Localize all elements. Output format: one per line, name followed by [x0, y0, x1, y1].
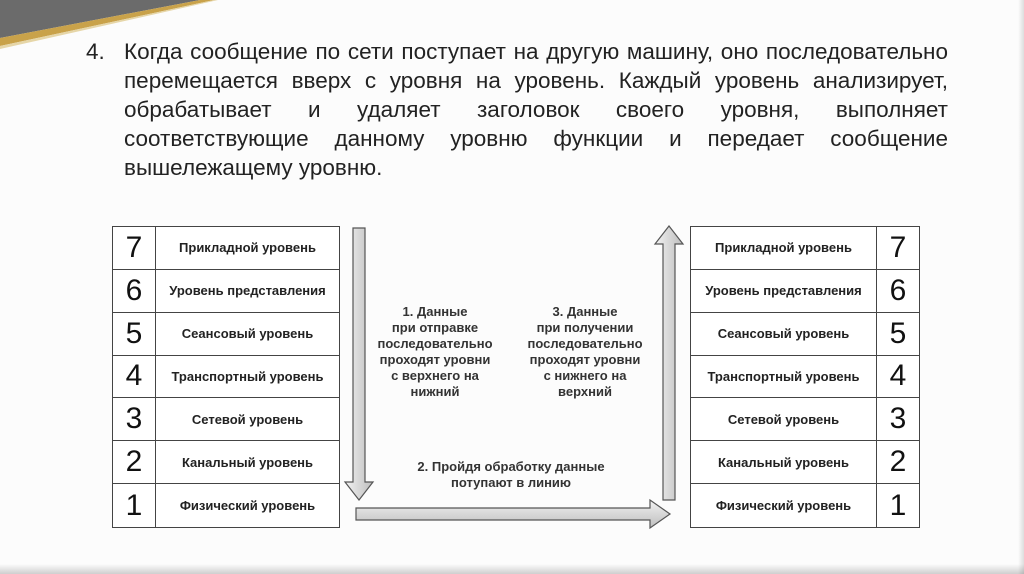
layer-name: Сетевой уровень — [727, 411, 840, 427]
layer-number: 7 — [876, 227, 919, 269]
note-line-transfer: 2. Пройдя обработку данные потупают в линию — [417, 459, 605, 490]
layer-name: Сеансовый уровень — [181, 326, 314, 342]
layer-number: 3 — [113, 398, 156, 440]
layer-number: 6 — [876, 270, 919, 312]
layer-name: Физический уровень — [715, 498, 852, 514]
right-shadow — [1018, 0, 1024, 574]
layer-name: Уровень представления — [169, 283, 326, 299]
layer-number: 1 — [876, 484, 919, 527]
paragraph-text: Когда сообщение по сети поступает на другую машину, оно последовательно перемещается вверх с уровня на уровень. Каждый уровень анализирует, обрабатывает и удаляет заголовок своего уровня, выполняет соответствующие данному уровню функции и передает сообщение вышележащему уровню. — [124, 39, 948, 180]
layer-name: Уровень представления — [705, 283, 862, 299]
layer-name: Транспортный уровень — [707, 368, 860, 384]
note-sending: 1. Данные при отправке последовательно проходят уровни с верхнего на нижний — [377, 304, 493, 399]
layer-name: Сетевой уровень — [191, 411, 304, 427]
layer-number: 2 — [113, 441, 156, 483]
layer-name: Транспортный уровень — [171, 368, 324, 384]
layer-name: Физический уровень — [179, 498, 316, 514]
layer-number: 7 — [113, 227, 156, 269]
layer-name: Прикладной уровень — [179, 240, 316, 256]
layer-name: Канальный уровень — [181, 454, 314, 470]
layer-number: 3 — [876, 398, 919, 440]
layer-number: 1 — [113, 484, 156, 527]
layer-number: 5 — [113, 313, 156, 355]
layer-name: Канальный уровень — [717, 454, 850, 470]
bottom-shadow — [0, 564, 1024, 574]
layer-number: 6 — [113, 270, 156, 312]
layer-name: Сеансовый уровень — [717, 326, 850, 342]
layer-name: Прикладной уровень — [715, 240, 852, 256]
paragraph-number: 4. — [86, 39, 105, 64]
right-arrow — [356, 500, 670, 528]
layer-number: 2 — [876, 441, 919, 483]
layer-number: 5 — [876, 313, 919, 355]
layer-number: 4 — [113, 356, 156, 398]
layer-number: 4 — [876, 356, 919, 398]
note-receiving: 3. Данные при получении последовательно проходят уровни с нижнего на верхний — [527, 304, 643, 399]
